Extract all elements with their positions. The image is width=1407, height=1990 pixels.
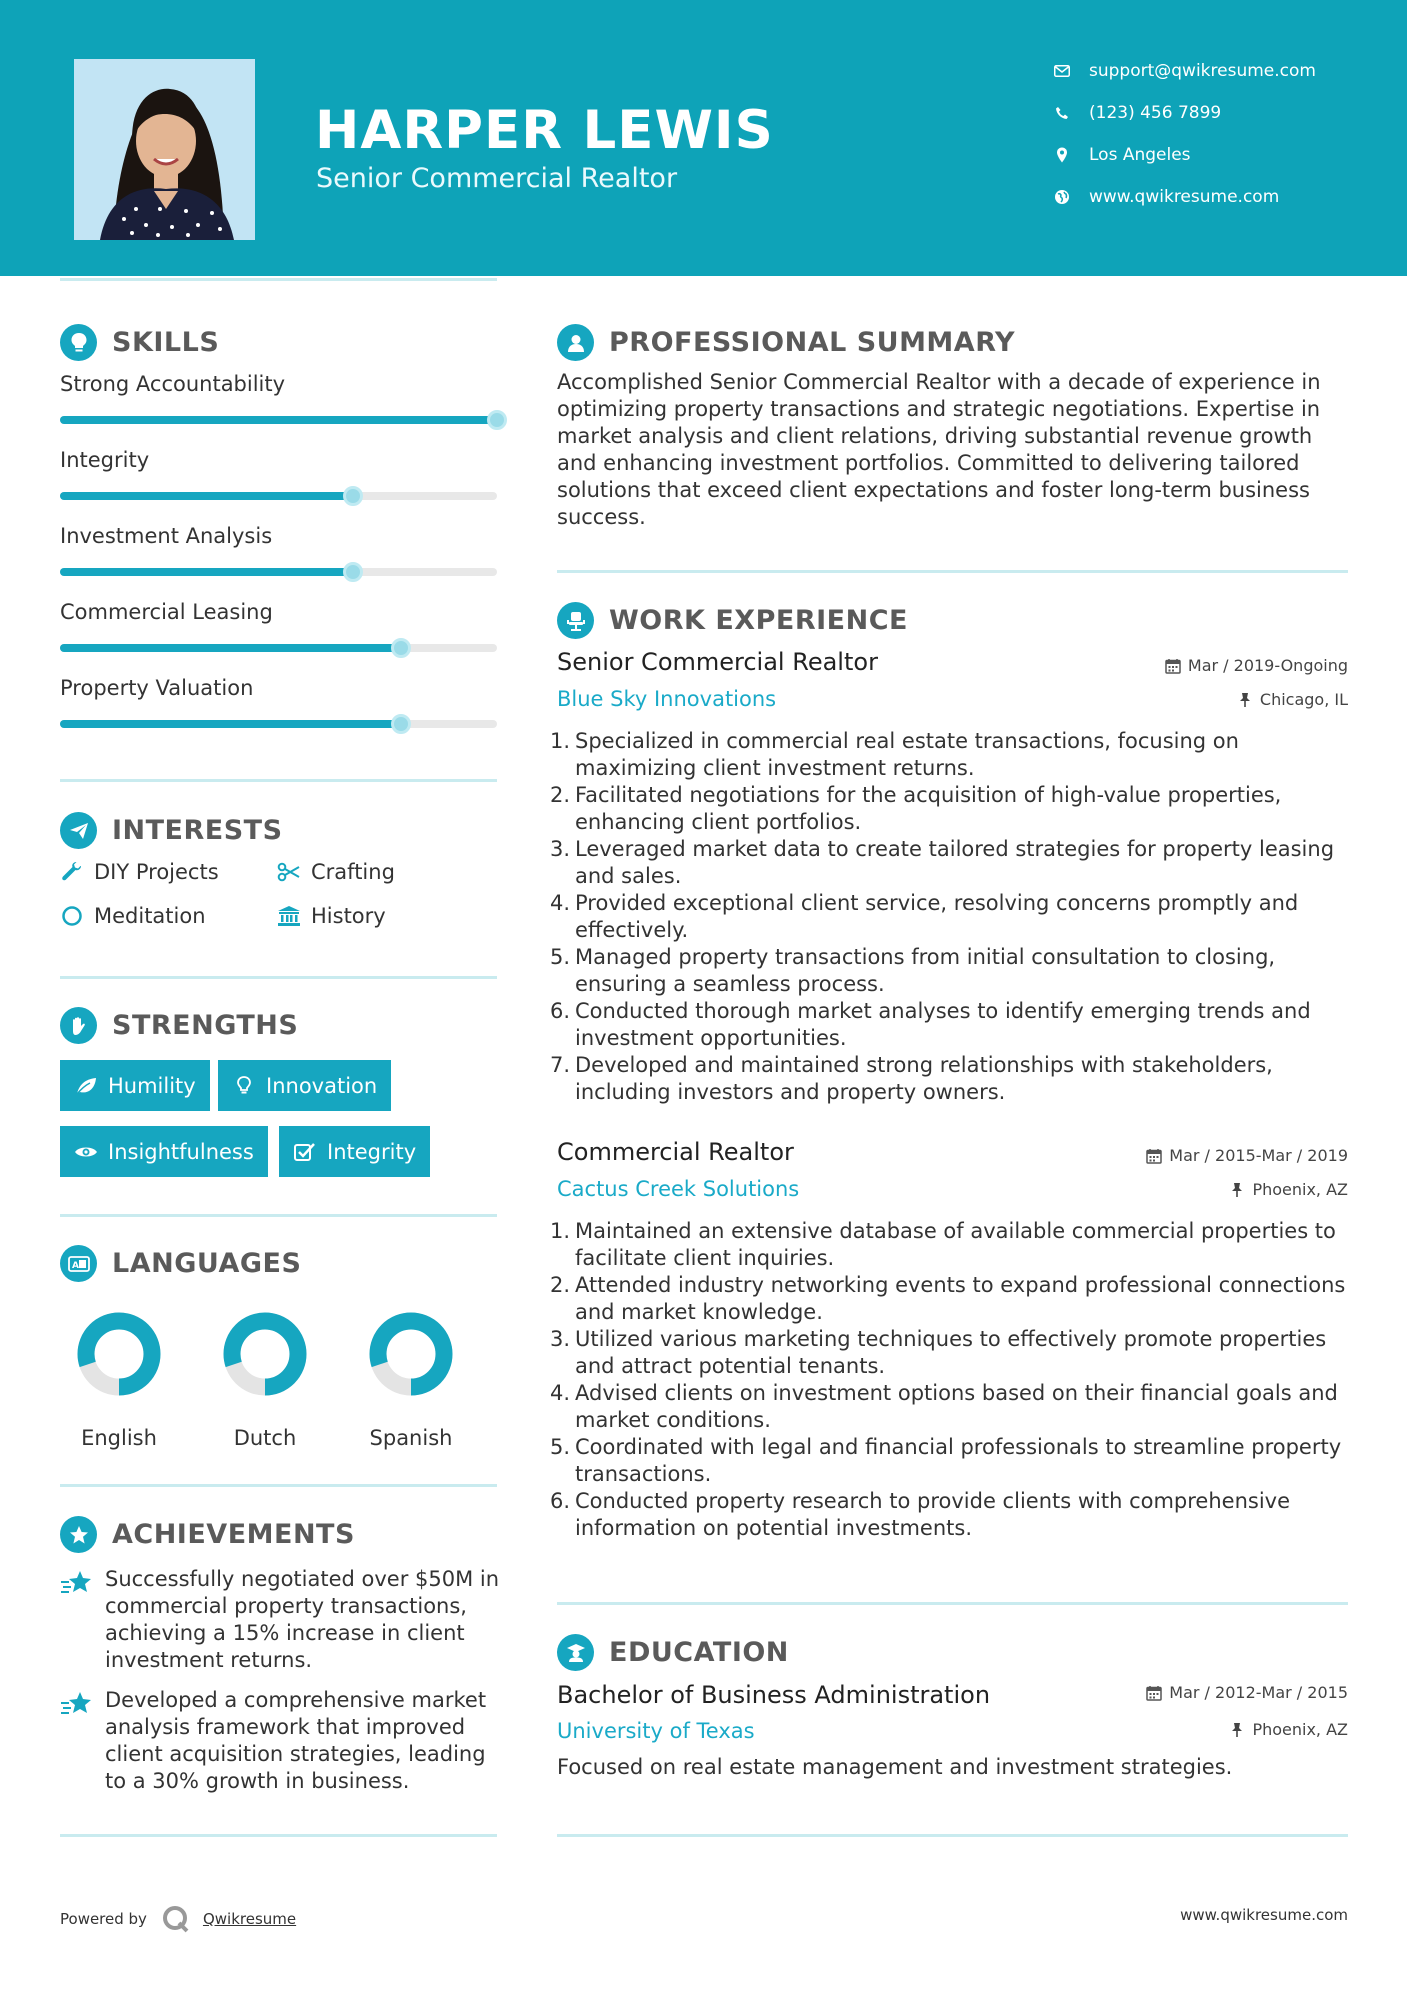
responsibility-text: Developed and maintained strong relationships with stakeholders, including investors and property owners. xyxy=(575,1053,1273,1104)
shooting-star-icon xyxy=(60,1568,94,1598)
skill-level-knob xyxy=(487,410,507,430)
candidate-name: HARPER LEWIS xyxy=(315,100,774,161)
interest-item: History xyxy=(277,904,386,928)
responsibility-text: Conducted property research to provide clients with comprehensive information on potential investments. xyxy=(575,1489,1291,1540)
degree-title: Bachelor of Business Administration xyxy=(557,1681,991,1709)
responsibility-text: Specialized in commercial real estate transactions, focusing on maximizing client investment returns. xyxy=(575,729,1239,780)
responsibility-item xyxy=(550,1052,1350,1106)
skill-level-fill xyxy=(60,416,497,424)
contact-email[interactable]: support@qwikresume.com xyxy=(1053,56,1316,86)
qwikresume-logo-icon xyxy=(161,1904,191,1934)
calendar-icon xyxy=(1145,1684,1163,1702)
responsibility-item xyxy=(550,1326,1350,1380)
list-number: 3. xyxy=(550,837,571,861)
candidate-role: Senior Commercial Realtor xyxy=(316,163,678,194)
contact-website[interactable]: www.qwikresume.com xyxy=(1053,182,1279,212)
skill-level-bar xyxy=(60,720,497,728)
responsibility-item xyxy=(550,728,1350,782)
achievement-item: Successfully negotiated over $50M in commercial property transactions, achieving a 15% increase in client investment returns. xyxy=(60,1566,500,1674)
divider xyxy=(60,1834,497,1837)
interest-item: Crafting xyxy=(277,860,395,884)
skill-level-bar xyxy=(60,568,497,576)
responsibility-item xyxy=(550,782,1350,836)
responsibility-text: Attended industry networking events to expand professional connections and market knowledge. xyxy=(575,1273,1346,1324)
contact-location: Los Angeles xyxy=(1053,140,1191,170)
responsibility-text: Maintained an extensive database of available commercial properties to facilitate client inquiries. xyxy=(575,1219,1336,1270)
skill-name: Integrity xyxy=(60,448,150,472)
language-name: Spanish xyxy=(369,1426,453,1450)
bank-icon xyxy=(277,904,301,928)
divider xyxy=(60,1484,497,1487)
eye-icon xyxy=(74,1140,98,1164)
language-level-ring xyxy=(367,1310,455,1398)
language-item xyxy=(210,1310,320,1450)
shooting-star-icon xyxy=(60,1689,94,1719)
checkbox-icon xyxy=(293,1140,317,1164)
skill-level-knob xyxy=(391,714,411,734)
circle-icon xyxy=(60,904,84,928)
responsibility-text: Advised clients on investment options based on their financial goals and market conditions. xyxy=(575,1381,1338,1432)
pushpin-icon xyxy=(1228,1721,1246,1739)
skill-level-fill xyxy=(60,720,401,728)
divider xyxy=(60,779,497,782)
skill-level-knob xyxy=(343,486,363,506)
list-number: 6. xyxy=(550,999,571,1023)
responsibility-text: Leveraged market data to create tailored strategies for property leasing and sales. xyxy=(575,837,1335,888)
job-location: Phoenix, AZ xyxy=(1228,1180,1348,1199)
list-number: 3. xyxy=(550,1327,571,1351)
skill-name: Commercial Leasing xyxy=(60,600,273,624)
contact-phone[interactable]: (123) 456 7899 xyxy=(1053,98,1221,128)
language-level-ring xyxy=(221,1310,309,1398)
list-number: 2. xyxy=(550,1273,571,1297)
responsibility-text: Coordinated with legal and financial professionals to streamline property transactions. xyxy=(575,1435,1342,1486)
responsibility-item xyxy=(550,944,1350,998)
strength-chip: Integrity xyxy=(279,1126,430,1177)
skill-level-knob xyxy=(343,562,363,582)
education-heading: EDUCATION xyxy=(557,1634,789,1671)
responsibility-item xyxy=(550,1434,1350,1488)
profile-photo xyxy=(74,59,255,240)
responsibility-item xyxy=(550,1488,1350,1542)
powered-by: Powered by Qwikresume xyxy=(60,1904,296,1934)
responsibility-item xyxy=(550,836,1350,890)
responsibility-text: Conducted thorough market analyses to identify emerging trends and investment opportunities. xyxy=(575,999,1311,1050)
list-number: 7. xyxy=(550,1053,571,1077)
responsibility-text: Facilitated negotiations for the acquisition of high-value properties, enhancing client portfolios. xyxy=(575,783,1282,834)
job-location: Chicago, IL xyxy=(1236,690,1348,709)
lightbulb-icon xyxy=(232,1074,256,1098)
leaf-icon xyxy=(74,1074,98,1098)
list-number: 1. xyxy=(550,729,571,753)
calendar-icon xyxy=(1145,1147,1163,1165)
calendar-icon xyxy=(1164,657,1182,675)
skills-heading: SKILLS xyxy=(60,324,219,361)
wrench-icon xyxy=(60,860,84,884)
responsibility-item xyxy=(550,998,1350,1052)
strength-chip: Innovation xyxy=(218,1060,391,1111)
skill-name: Investment Analysis xyxy=(60,524,273,548)
job-dates: Mar / 2019-Ongoing xyxy=(1164,656,1348,675)
education-description: Focused on real estate management and investment strategies. xyxy=(557,1755,1233,1779)
skill-level-fill xyxy=(60,644,401,652)
strength-chip: Insightfulness xyxy=(60,1126,268,1177)
skill-level-fill xyxy=(60,568,353,576)
list-number: 4. xyxy=(550,891,571,915)
star-icon xyxy=(60,1516,97,1553)
divider xyxy=(60,278,497,281)
language-level-ring xyxy=(75,1310,163,1398)
chair-icon xyxy=(557,602,594,639)
list-number: 5. xyxy=(550,1435,571,1459)
languages-heading: A LANGUAGES xyxy=(60,1245,301,1282)
lightbulb-icon xyxy=(60,324,97,361)
language-item xyxy=(64,1310,174,1450)
phone-icon xyxy=(1053,104,1071,122)
map-pin-icon xyxy=(1053,146,1071,164)
list-number: 4. xyxy=(550,1381,571,1405)
summary-text: Accomplished Senior Commercial Realtor with a decade of experience in optimizing property transactions and strategic negotiations. Expertise in market analysis and client relations, driving substantial revenue growth and enhancing investment portfolios. Committed to delivering tailored solutions that exceed client expectations and foster long-term business success. xyxy=(557,370,1321,529)
list-number: 1. xyxy=(550,1219,571,1243)
job-dates: Mar / 2015-Mar / 2019 xyxy=(1145,1146,1348,1165)
graduate-icon xyxy=(557,1634,594,1671)
skill-name: Property Valuation xyxy=(60,676,254,700)
user-icon xyxy=(557,324,594,361)
list-number: 5. xyxy=(550,945,571,969)
svg-text:A: A xyxy=(71,1260,79,1271)
interest-item: Meditation xyxy=(60,904,206,928)
language-item xyxy=(356,1310,466,1450)
interest-item: DIY Projects xyxy=(60,860,219,884)
responsibility-item xyxy=(550,1380,1350,1434)
footer-url[interactable]: www.qwikresume.com xyxy=(1180,1906,1348,1924)
hand-icon xyxy=(60,1007,97,1044)
job-responsibilities xyxy=(550,728,1350,1106)
divider xyxy=(557,1834,1348,1837)
skill-level-knob xyxy=(391,638,411,658)
pushpin-icon xyxy=(1228,1181,1246,1199)
experience-heading: WORK EXPERIENCE xyxy=(557,602,908,639)
divider xyxy=(557,570,1348,573)
globe-icon xyxy=(1053,188,1071,206)
list-number: 6. xyxy=(550,1489,571,1513)
job-title: Commercial Realtor xyxy=(557,1138,794,1166)
pushpin-icon xyxy=(1236,691,1254,709)
education-dates: Mar / 2012-Mar / 2015 xyxy=(1145,1683,1348,1702)
qwikresume-link[interactable]: Qwikresume xyxy=(202,1910,297,1928)
responsibility-item xyxy=(550,890,1350,944)
summary-heading: PROFESSIONAL SUMMARY xyxy=(557,324,1015,361)
job-responsibilities xyxy=(550,1218,1350,1542)
divider xyxy=(60,976,497,979)
envelope-icon xyxy=(1053,62,1071,80)
job-title: Senior Commercial Realtor xyxy=(557,648,878,676)
paper-plane-icon xyxy=(60,812,97,849)
skill-level-bar xyxy=(60,416,497,424)
skill-level-fill xyxy=(60,492,353,500)
job-company: Cactus Creek Solutions xyxy=(557,1177,800,1201)
responsibility-text: Managed property transactions from initial consultation to closing, ensuring a seamless process. xyxy=(575,945,1276,996)
responsibility-item xyxy=(550,1272,1350,1326)
interests-heading: INTERESTS xyxy=(60,812,283,849)
language-icon xyxy=(60,1245,97,1282)
strength-chip: Humility xyxy=(60,1060,210,1111)
skill-level-bar xyxy=(60,492,497,500)
achievement-item: Developed a comprehensive market analysis framework that improved client acquisition strategies, leading to a 30% growth in business. xyxy=(60,1687,500,1795)
scissors-icon xyxy=(277,860,301,884)
list-number: 2. xyxy=(550,783,571,807)
strengths-heading: STRENGTHS xyxy=(60,1007,298,1044)
skill-name: Strong Accountability xyxy=(60,372,286,396)
resume-header xyxy=(0,0,1407,276)
responsibility-item xyxy=(550,1218,1350,1272)
language-name: Dutch xyxy=(233,1426,297,1450)
education-location: Phoenix, AZ xyxy=(1228,1720,1348,1739)
language-name: English xyxy=(81,1426,157,1450)
responsibility-text: Utilized various marketing techniques to effectively promote properties and attract potential tenants. xyxy=(575,1327,1327,1378)
responsibility-text: Provided exceptional client service, resolving concerns promptly and effectively. xyxy=(575,891,1299,942)
achievements-heading: ACHIEVEMENTS xyxy=(60,1516,355,1553)
job-company: Blue Sky Innovations xyxy=(557,687,777,711)
divider xyxy=(60,1214,497,1217)
skill-level-bar xyxy=(60,644,497,652)
school-name: University of Texas xyxy=(557,1719,755,1743)
divider xyxy=(557,1602,1348,1605)
